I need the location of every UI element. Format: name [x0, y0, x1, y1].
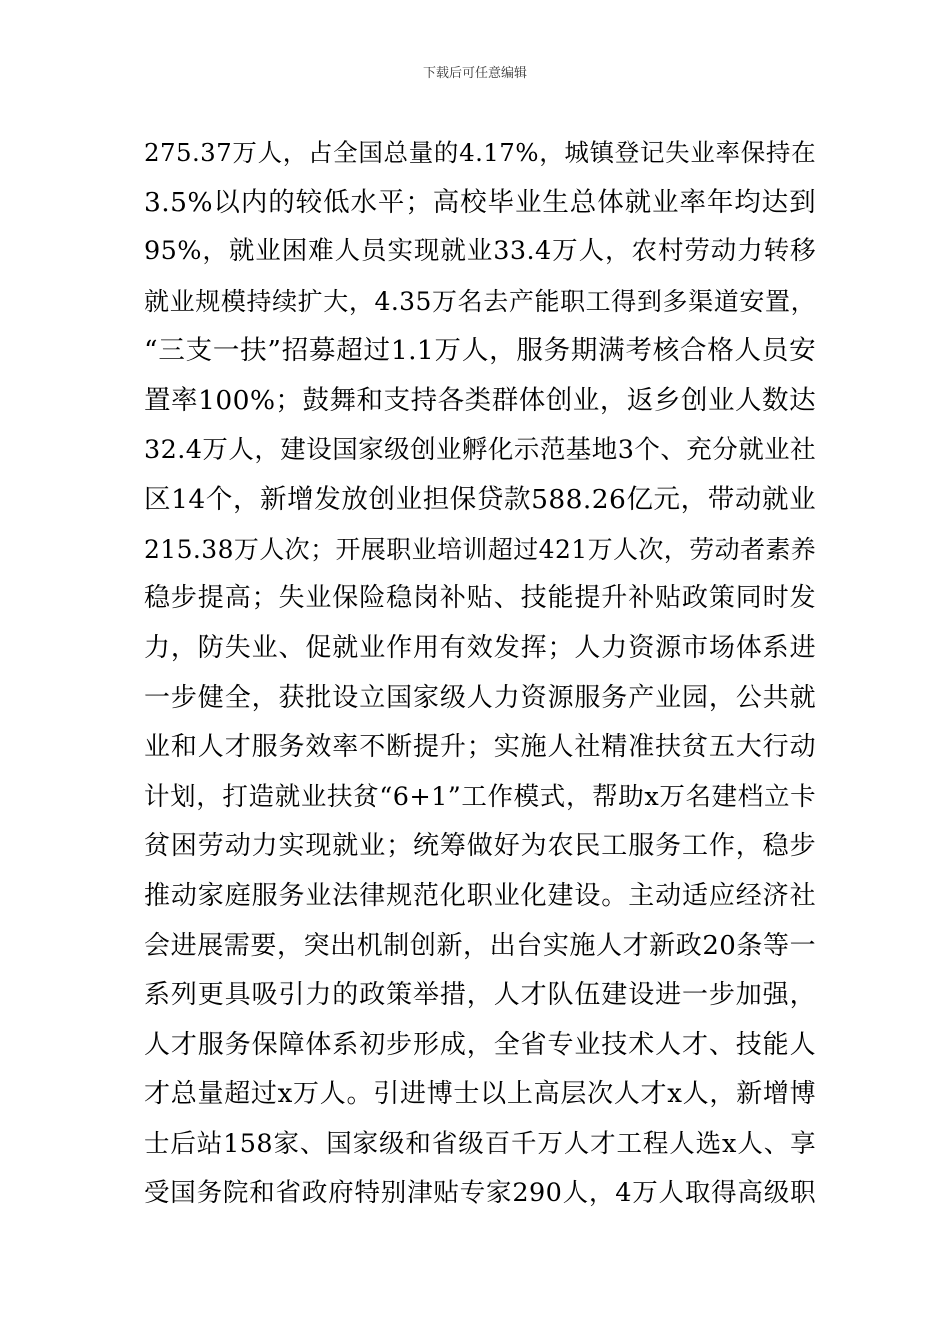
text-line: 275.37万人，占全国总量的4.17%，城镇登记失业率保持在 — [144, 138, 816, 167]
text-line: 32.4万人，建设国家级创业孵化示范基地3个、充分就业社 — [144, 434, 816, 465]
text-line: 215.38万人次；开展职业培训超过421万人次，劳动者素养 — [144, 534, 817, 564]
text-line: 一步健全，获批设立国家级人力资源服务产业园，公共就 — [144, 682, 816, 713]
text-line: 人才服务保障体系初步形成，全省专业技术人才、技能人 — [144, 1029, 816, 1060]
body-text — [144, 128, 816, 1219]
text-line: 士后站158家、国家级和省级百千万人才工程人选x人、享 — [144, 1128, 816, 1159]
text-line: 95%，就业困难人员实现就业33.4万人，农村劳动力转移 — [144, 236, 816, 267]
text-line: 3.5%以内的较低水平；高校毕业生总体就业率年均达到 — [144, 186, 816, 218]
page-header: 下载后可任意编辑 — [422, 66, 527, 81]
text-line: 计划，打造就业扶贫“6+1”工作模式，帮助x万名建档立卡 — [144, 781, 816, 812]
text-line: 就业规模持续扩大，4.35万名去产能职工得到多渠道安置， — [144, 286, 816, 316]
text-line: 稳步提高；失业保险稳岗补贴、技能提升补贴政策同时发 — [144, 583, 816, 614]
text-line: 会进展需要，突出机制创新，出台实施人才新政20条等一 — [144, 930, 816, 961]
text-line: 推动家庭服务业法律规范化职业化建设。主动适应经济社 — [144, 880, 816, 911]
text-line: 区14个，新增发放创业担保贷款588.26亿元，带动就业 — [144, 484, 816, 516]
text-line: 置率100%；鼓舞和支持各类群体创业，返乡创业人数达 — [144, 384, 816, 416]
text-line: 系列更具吸引力的政策举措，人才队伍建设进一步加强， — [144, 980, 816, 1011]
text-line: 贫困劳动力实现就业；统筹做好为农民工服务工作，稳步 — [144, 831, 816, 862]
text-line: 才总量超过x万人。引进博士以上高层次人才x人，新增博 — [144, 1079, 816, 1110]
text-line: 业和人才服务效率不断提升；实施人社精准扶贫五大行动 — [144, 732, 816, 763]
text-line: 力，防失业、促就业作用有效发挥；人力资源市场体系进 — [144, 632, 816, 663]
text-line: “三支一扶”招募超过1.1万人，服务期满考核合格人员安 — [144, 335, 816, 367]
text-line: 受国务院和省政府特别津贴专家290人，4万人取得高级职 — [144, 1178, 816, 1209]
